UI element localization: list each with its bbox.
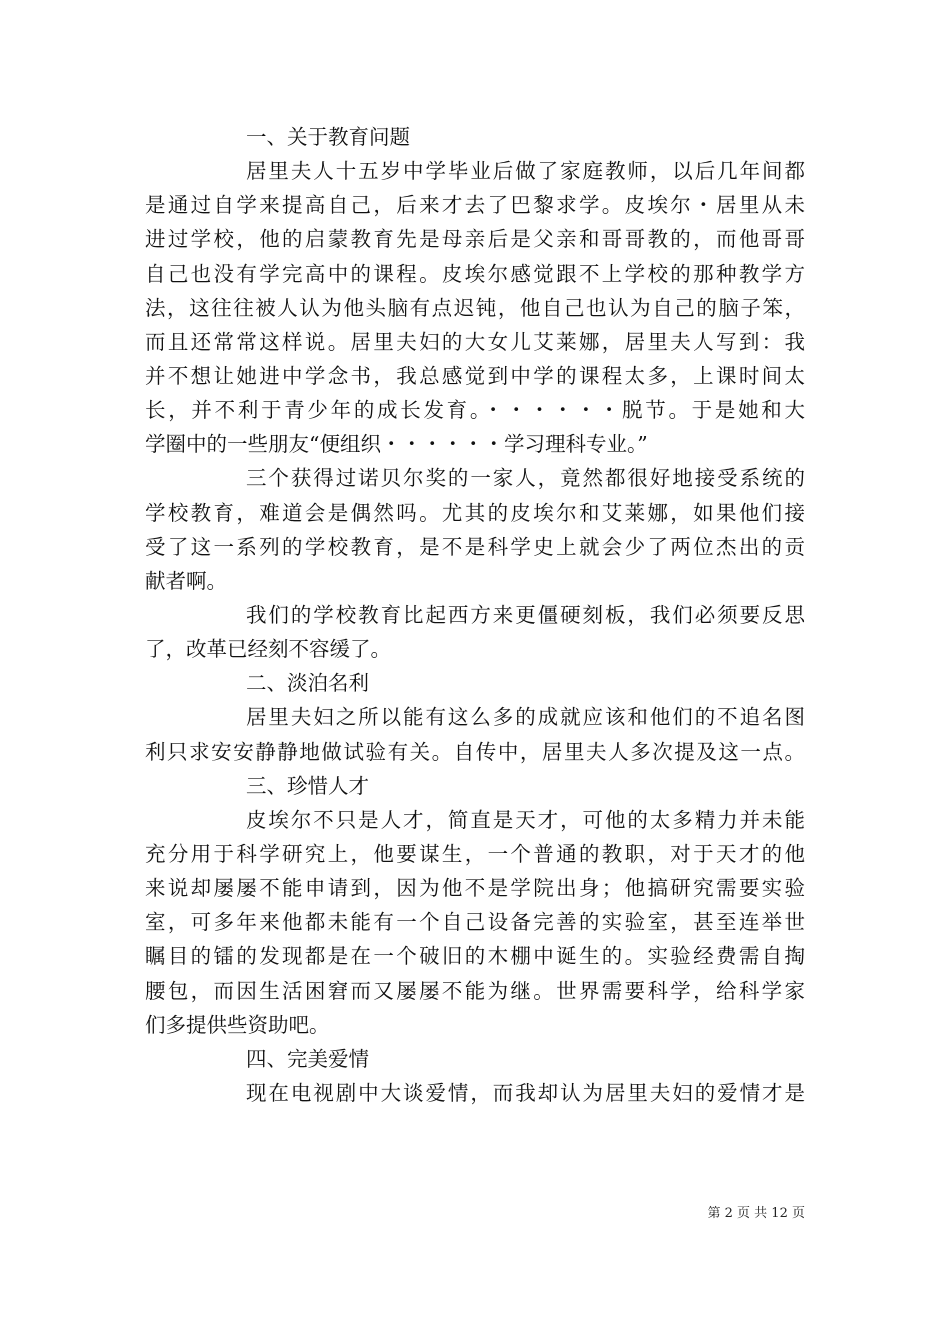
text-line: 是通过自学来提高自己，后来才去了巴黎求学。皮埃尔・居里从未: [145, 193, 805, 218]
section-heading: 四、完美爱情: [246, 1046, 369, 1071]
text-line: 献者啊。: [145, 568, 227, 593]
text-line: 来说却屡屡不能申请到，因为他不是学院出身；他搞研究需要实验: [145, 876, 805, 901]
text-line: 我们的学校教育比起西方来更僵硬刻板，我们必须要反思: [246, 602, 805, 627]
text-line: 室，可多年来他都未能有一个自己设备完善的实验室，甚至连举世: [145, 910, 805, 935]
text-line: 受了这一系列的学校教育，是不是科学史上就会少了两位杰出的贡: [145, 534, 805, 559]
text-line: 而且还常常这样说。居里夫妇的大女儿艾莱娜，居里夫人写到：我: [145, 329, 805, 354]
footer-current-page: 2: [724, 1206, 733, 1221]
text-line: 皮埃尔不只是人才，简直是天才，可他的太多精力并未能: [246, 807, 805, 832]
text-line: 了，改革已经刻不容缓了。: [145, 637, 391, 662]
text-line: 利只求安安静静地做试验有关。自传中，居里夫人多次提及这一点。: [145, 739, 805, 764]
text-line: 并不想让她进中学念书，我总感觉到中学的课程太多，上课时间太: [145, 363, 805, 388]
footer-total-pages: 12: [771, 1206, 788, 1221]
text-line: 腰包，而因生活困窘而又屡屡不能为继。世界需要科学，给科学家: [145, 978, 805, 1003]
text-line: 法，这往往被人认为他头脑有点迟钝，他自己也认为自己的脑子笨，: [145, 295, 805, 320]
section-heading: 二、淡泊名利: [246, 671, 369, 696]
text-line: 学圈中的一些朋友“便组织・・・・・・学习理科专业。”: [145, 432, 648, 457]
footer-middle: 页 共: [737, 1206, 768, 1221]
text-line: 自己也没有学完高中的课程。皮埃尔感觉跟不上学校的那种教学方: [145, 261, 805, 286]
footer-prefix: 第: [707, 1206, 721, 1221]
page-footer: [707, 1202, 805, 1221]
footer-suffix: 页: [791, 1206, 805, 1221]
text-line: 们多提供些资助吧。: [145, 1012, 330, 1037]
text-line: 三个获得过诺贝尔奖的一家人，竟然都很好地接受系统的: [246, 466, 805, 491]
section-heading: 三、珍惜人才: [246, 773, 369, 798]
text-line: 学校教育，难道会是偶然吗。尤其的皮埃尔和艾莱娜，如果他们接: [145, 500, 805, 525]
text-line: 充分用于科学研究上，他要谋生，一个普通的教职，对于天才的他: [145, 841, 805, 866]
document-body: [145, 120, 805, 1110]
text-line: 居里夫人十五岁中学毕业后做了家庭教师，以后几年间都: [246, 159, 805, 184]
text-line: 现在电视剧中大谈爱情，而我却认为居里夫妇的爱情才是: [246, 1080, 805, 1105]
text-line: 瞩目的镭的发现都是在一个破旧的木棚中诞生的。实验经费需自掏: [145, 944, 805, 969]
text-line: 居里夫妇之所以能有这么多的成就应该和他们的不追名图: [246, 705, 805, 730]
text-line: 长，并不利于青少年的成长发育。・・・・・・脱节。于是她和大: [145, 398, 805, 423]
text-line: 进过学校，他的启蒙教育先是母亲后是父亲和哥哥教的，而他哥哥: [145, 227, 805, 252]
section-heading: 一、关于教育问题: [246, 125, 410, 149]
